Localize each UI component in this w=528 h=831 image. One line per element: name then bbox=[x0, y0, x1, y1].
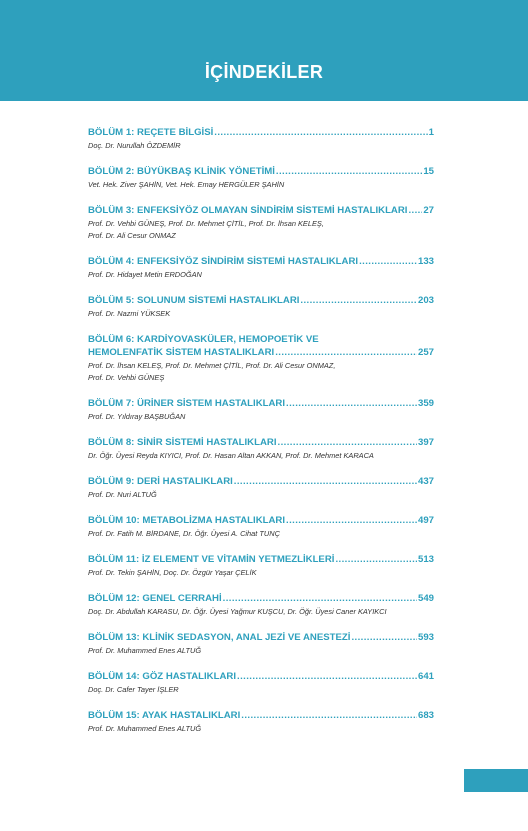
chapter-title-line bbox=[88, 294, 434, 307]
chapter-title-line bbox=[88, 592, 434, 605]
chapter-title-first-line: BÖLÜM 6: KARDİYOVASKÜLER, HEMOPOETİK VE bbox=[88, 334, 319, 345]
author-line: Prof. Dr. Yıldıray BAŞBUĞAN bbox=[88, 412, 186, 421]
dot-leader bbox=[276, 165, 422, 178]
toc-entry[interactable] bbox=[88, 255, 434, 281]
dot-leader bbox=[286, 397, 417, 410]
dot-leader bbox=[278, 436, 417, 449]
page-number: 641 bbox=[417, 671, 434, 682]
page-number: 359 bbox=[417, 398, 434, 409]
toc-entry[interactable] bbox=[88, 709, 434, 735]
toc-entry[interactable] bbox=[88, 475, 434, 501]
author-line: Prof. Dr. Vehbi GÜNEŞ, Prof. Dr. Mehmet ÇİTİL, Prof. Dr. İhsan KELEŞ, bbox=[88, 219, 324, 228]
author-line: Prof. Dr. Muhammed Enes ALTUĞ bbox=[88, 646, 202, 655]
chapter-title-line bbox=[88, 255, 434, 268]
author-line: Doç. Dr. Nurullah ÖZDEMİR bbox=[88, 141, 181, 150]
chapter-title-line bbox=[88, 397, 434, 410]
chapter-title: BÖLÜM 5: SOLUNUM SİSTEMİ HASTALIKLARI bbox=[88, 295, 300, 306]
toc-entry[interactable] bbox=[88, 165, 434, 191]
chapter-title-line bbox=[88, 165, 434, 178]
table-of-contents bbox=[88, 126, 434, 748]
toc-entry[interactable] bbox=[88, 553, 434, 579]
author-line: Prof. Dr. İhsan KELEŞ, Prof. Dr. Mehmet ÇİTİL, Prof. Dr. Ali Cesur ONMAZ, bbox=[88, 361, 336, 370]
toc-entry[interactable] bbox=[88, 204, 434, 242]
toc-entry[interactable] bbox=[88, 631, 434, 657]
page-number: 549 bbox=[417, 593, 434, 604]
chapter-title: HEMOLENFATİK SİSTEM HASTALIKLARI bbox=[88, 347, 275, 358]
dot-leader bbox=[351, 631, 417, 644]
chapter-authors bbox=[88, 489, 434, 501]
chapter-authors bbox=[88, 269, 434, 281]
author-line: Prof. Dr. Vehbi GÜNEŞ bbox=[88, 373, 165, 382]
author-line: Prof. Dr. Muhammed Enes ALTUĞ bbox=[88, 724, 202, 733]
page-number: 15 bbox=[423, 166, 434, 177]
chapter-title-line bbox=[88, 126, 434, 139]
page-number: 1 bbox=[428, 127, 434, 138]
toc-entry[interactable] bbox=[88, 397, 434, 423]
page-number: 513 bbox=[417, 554, 434, 565]
chapter-title-line bbox=[88, 631, 434, 644]
toc-entry[interactable] bbox=[88, 592, 434, 618]
chapter-authors bbox=[88, 140, 434, 152]
chapter-title: BÖLÜM 4: ENFEKSİYÖZ SİNDİRİM SİSTEMİ HASTALIKLARI bbox=[88, 256, 359, 267]
dot-leader bbox=[300, 294, 417, 307]
dot-leader bbox=[223, 592, 417, 605]
page-number: 203 bbox=[417, 295, 434, 306]
chapter-authors bbox=[88, 723, 434, 735]
toc-entry[interactable] bbox=[88, 294, 434, 320]
page-number: 257 bbox=[417, 347, 434, 358]
dot-leader bbox=[275, 346, 417, 359]
chapter-title: BÖLÜM 10: METABOLİZMA HASTALIKLARI bbox=[88, 515, 286, 526]
author-line: Prof. Dr. Tekin ŞAHİN, Doç. Dr. Özgür Yaşar ÇELİK bbox=[88, 568, 257, 577]
header-banner bbox=[0, 0, 528, 101]
page-number: 27 bbox=[423, 205, 434, 216]
chapter-authors bbox=[88, 645, 434, 657]
chapter-title: BÖLÜM 8: SİNİR SİSTEMİ HASTALIKLARI bbox=[88, 437, 277, 448]
author-line: Prof. Dr. Hidayet Metin ERDOĞAN bbox=[88, 270, 202, 279]
chapter-authors bbox=[88, 179, 434, 191]
dot-leader bbox=[237, 670, 417, 683]
chapter-title-line bbox=[88, 475, 434, 488]
page-number: 437 bbox=[417, 476, 434, 487]
chapter-title: BÖLÜM 3: ENFEKSİYÖZ OLMAYAN SİNDİRİM SİSTEMİ HASTALIKLARI bbox=[88, 205, 408, 216]
chapter-authors bbox=[88, 684, 434, 696]
author-line: Prof. Dr. Nuri ALTUĞ bbox=[88, 490, 157, 499]
toc-entry[interactable] bbox=[88, 670, 434, 696]
chapter-authors bbox=[88, 411, 434, 423]
dot-leader bbox=[286, 514, 417, 527]
chapter-authors bbox=[88, 450, 434, 462]
page-edge-tab bbox=[464, 769, 528, 792]
author-line: Doç. Dr. Cafer Tayer İŞLER bbox=[88, 685, 179, 694]
author-line: Prof. Dr. Nazmi YÜKSEK bbox=[88, 309, 171, 318]
page-number: 683 bbox=[417, 710, 434, 721]
author-line: Vet. Hek. Ziver ŞAHİN, Vet. Hek. Emay HERGÜLER ŞAHİN bbox=[88, 180, 285, 189]
dot-leader bbox=[335, 553, 417, 566]
toc-entry[interactable] bbox=[88, 333, 434, 384]
chapter-authors bbox=[88, 360, 434, 384]
chapter-authors bbox=[88, 308, 434, 320]
chapter-authors bbox=[88, 567, 434, 579]
page-number: 133 bbox=[417, 256, 434, 267]
page-number: 593 bbox=[417, 632, 434, 643]
page-title: İÇİNDEKİLER bbox=[204, 62, 324, 82]
dot-leader bbox=[214, 126, 427, 139]
author-line: Doç. Dr. Abdullah KARASU, Dr. Öğr. Üyesi Yağmur KUŞCU, Dr. Öğr. Üyesi Caner KAYIKCI bbox=[88, 607, 387, 616]
page-number: 497 bbox=[417, 515, 434, 526]
chapter-title: BÖLÜM 2: BÜYÜKBAŞ KLİNİK YÖNETİMİ bbox=[88, 166, 275, 177]
dot-leader bbox=[234, 475, 417, 488]
author-line: Dr. Öğr. Üyesi Reyda KIYICI, Prof. Dr. Hasan Altan AKKAN, Prof. Dr. Mehmet KARACA bbox=[88, 451, 374, 460]
toc-entry[interactable] bbox=[88, 514, 434, 540]
chapter-title-line bbox=[88, 204, 434, 217]
chapter-title-line bbox=[88, 553, 434, 566]
chapter-title: BÖLÜM 13: KLİNİK SEDASYON, ANAL JEZİ VE ANESTEZİ bbox=[88, 632, 351, 643]
chapter-authors bbox=[88, 528, 434, 540]
author-line: Prof. Dr. Ali Cesur ONMAZ bbox=[88, 231, 176, 240]
dot-leader bbox=[408, 204, 422, 217]
chapter-authors bbox=[88, 218, 434, 242]
chapter-title: BÖLÜM 7: ÜRİNER SİSTEM HASTALIKLARI bbox=[88, 398, 286, 409]
chapter-title: BÖLÜM 12: GENEL CERRAHİ bbox=[88, 593, 222, 604]
toc-entry[interactable] bbox=[88, 436, 434, 462]
chapter-title: BÖLÜM 15: AYAK HASTALIKLARI bbox=[88, 710, 241, 721]
chapter-title-line bbox=[88, 709, 434, 722]
chapter-title: BÖLÜM 1: REÇETE BİLGİSİ bbox=[88, 127, 214, 138]
chapter-title-line bbox=[88, 436, 434, 449]
page-number: 397 bbox=[417, 437, 434, 448]
chapter-title: BÖLÜM 9: DERİ HASTALIKLARI bbox=[88, 476, 233, 487]
chapter-title: BÖLÜM 14: GÖZ HASTALIKLARI bbox=[88, 671, 236, 682]
chapter-authors bbox=[88, 606, 434, 618]
dot-leader bbox=[359, 255, 417, 268]
chapter-title-line bbox=[88, 670, 434, 683]
chapter-title-line bbox=[88, 346, 434, 359]
chapter-title-line bbox=[88, 514, 434, 527]
author-line: Prof. Dr. Fatih M. BİRDANE, Dr. Öğr. Üyesi A. Cihat TUNÇ bbox=[88, 529, 280, 538]
toc-entry[interactable] bbox=[88, 126, 434, 152]
chapter-title: BÖLÜM 11: İZ ELEMENT VE VİTAMİN YETMEZLİKLERİ bbox=[88, 554, 335, 565]
dot-leader bbox=[241, 709, 417, 722]
